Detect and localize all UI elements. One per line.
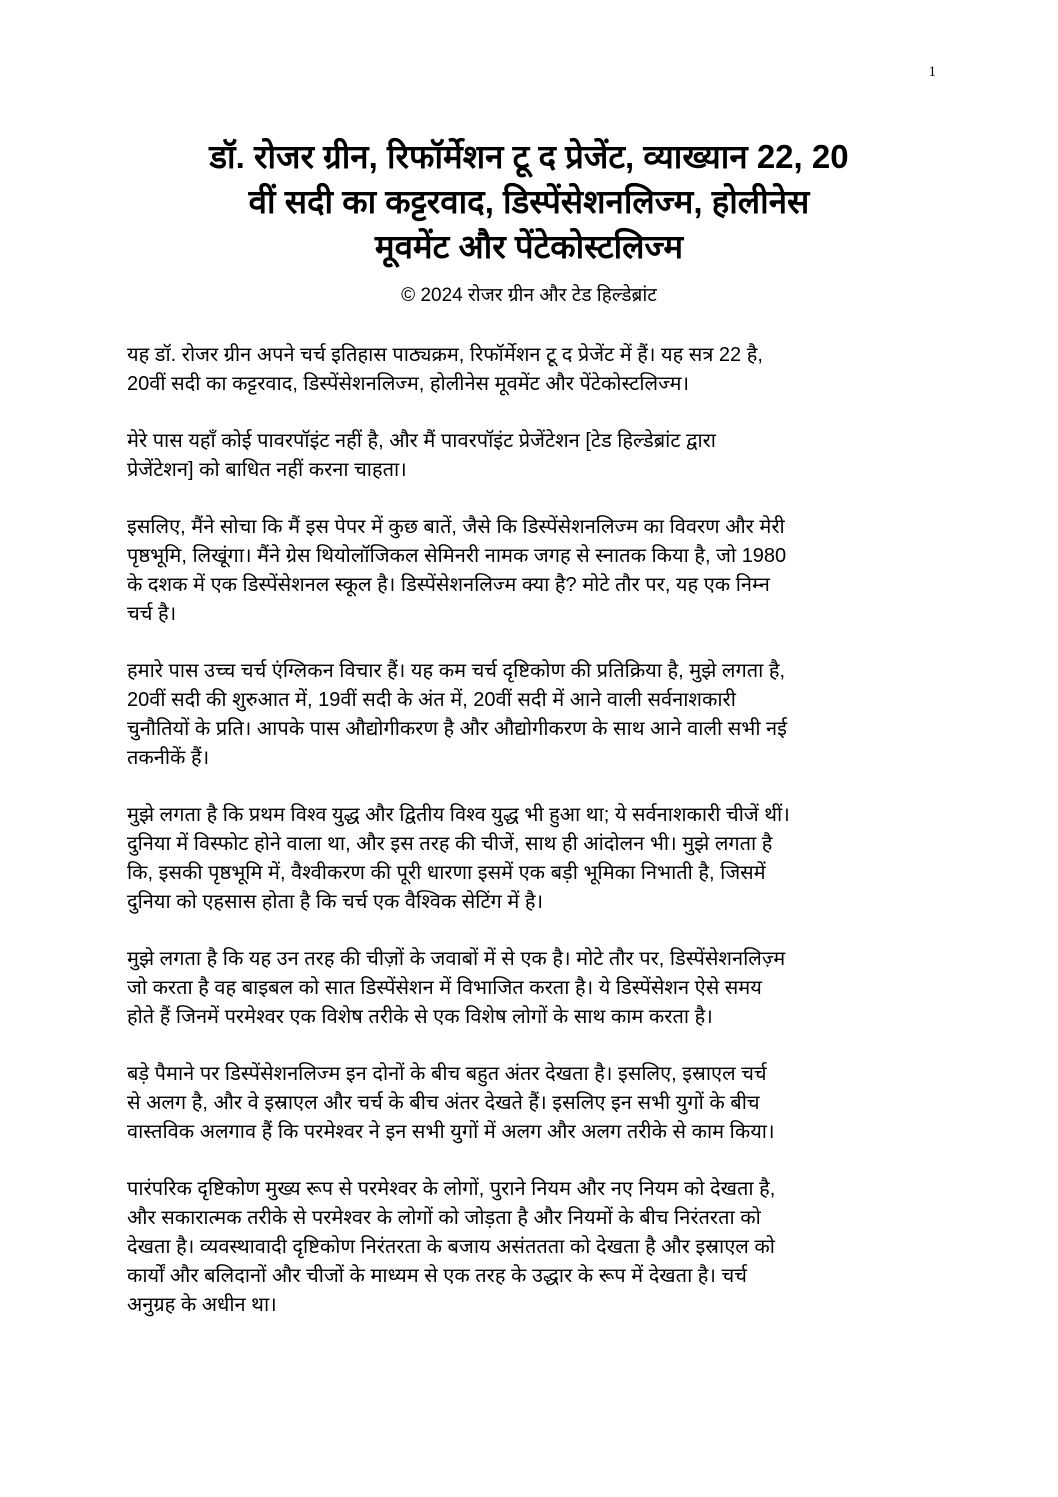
title-line: मूवमेंट और पेंटेकोस्टलिज्म — [374, 228, 684, 265]
paragraph-line: पृष्ठभूमि, लिखूंगा। मैंने ग्रेस थियोलॉजिकल सेमिनरी नामक जगह से स्नातक किया है, जो 1980 — [127, 545, 787, 567]
paragraph — [127, 945, 937, 1032]
paragraph-line: के दशक में एक डिस्पेंसेशनल स्कूल है। डिस्पेंसेशनलिज्म क्या है? मोटे तौर पर, यह एक निम्न — [127, 574, 770, 596]
paragraph-line: तकनीकें हैं। — [127, 747, 210, 769]
paragraph — [127, 1060, 937, 1147]
paragraph-line: जो करता है वह बाइबल को सात डिस्पेंसेशन में विभाजित करता है। ये डिस्पेंसेशन ऐसे समय — [127, 977, 762, 999]
paragraph-line: अनुग्रह के अधीन था। — [127, 1294, 277, 1316]
title-line: वीं सदी का कट्टरवाद, डिस्पेंसेशनलिज्म, होलीनेस — [248, 183, 810, 220]
document-body — [127, 341, 937, 1348]
paragraph-line: प्रेजेंटेशन] को बाधित नहीं करना चाहता। — [127, 459, 407, 481]
paragraph-line: यह डॉ. रोजर ग्रीन अपने चर्च इतिहास पाठ्यक्रम, रिफॉर्मेशन टू द प्रेजेंट में हैं। यह सत्र 22 है, — [127, 344, 763, 366]
paragraph-line: चुनौतियों के प्रति। आपके पास औद्योगीकरण है और औद्योगीकरण के साथ आने वाली सभी नई — [127, 718, 787, 740]
paragraph-line: और सकारात्मक तरीके से परमेश्वर के लोगों को जोड़ता है और नियमों के बीच निरंतरता को — [127, 1207, 761, 1229]
paragraph-line: दुनिया को एहसास होता है कि चर्च एक वैश्विक सेटिंग में है। — [127, 891, 544, 913]
paragraph-line: इसलिए, मैंने सोचा कि मैं इस पेपर में कुछ बातें, जैसे कि डिस्पेंसेशनलिज्म का विवरण और मेरी — [127, 516, 785, 538]
paragraph-line: हमारे पास उच्च चर्च एंग्लिकन विचार हैं। यह कम चर्च दृष्टिकोण की प्रतिक्रिया है, मुझे लगता है, — [127, 660, 786, 682]
paragraph — [127, 513, 937, 629]
page-number: 1 — [928, 64, 936, 80]
paragraph-line: चर्च है। — [127, 603, 177, 625]
paragraph — [127, 341, 937, 399]
paragraph — [127, 801, 937, 917]
paragraph-line: 20वीं सदी का कट्टरवाद, डिस्पेंसेशनलिज्म, होलीनेस मूवमेंट और पेंटेकोस्टलिज्म। — [127, 373, 690, 395]
document-title — [100, 134, 958, 269]
paragraph-line: होते हैं जिनमें परमेश्वर एक विशेष तरीके से एक विशेष लोगों के साथ काम करता है। — [127, 1006, 713, 1028]
paragraph-line: वास्तविक अलगाव हैं कि परमेश्वर ने इन सभी युगों में अलग और अलग तरीके से काम किया। — [127, 1121, 775, 1143]
paragraph-line: पारंपरिक दृष्टिकोण मुख्य रूप से परमेश्वर के लोगों, पुराने नियम और नए नियम को देखता है, — [127, 1178, 776, 1200]
title-line: डॉ. रोजर ग्रीन, रिफॉर्मेशन टू द प्रेजेंट, व्याख्यान 22, 20 — [209, 138, 849, 175]
paragraph — [127, 657, 937, 773]
paragraph-line: दुनिया में विस्फोट होने वाला था, और इस तरह की चीजें, साथ ही आंदोलन भी। मुझे लगता है — [127, 833, 773, 855]
paragraph-line: मुझे लगता है कि यह उन तरह की चीज़ों के जवाबों में से एक है। मोटे तौर पर, डिस्पेंसेशनलिज़्म — [127, 948, 786, 970]
paragraph-line: 20वीं सदी की शुरुआत में, 19वीं सदी के अंत में, 20वीं सदी में आने वाली सर्वनाशकारी — [127, 689, 736, 711]
paragraph-line: देखता है। व्यवस्थावादी दृष्टिकोण निरंतरता के बजाय असंततता को देखता है और इस्राएल को — [127, 1236, 775, 1258]
copyright-notice: © 2024 रोजर ग्रीन और टेड हिल्डेब्रांट — [401, 285, 657, 306]
paragraph — [127, 427, 937, 485]
paragraph-line: बड़े पैमाने पर डिस्पेंसेशनलिज्म इन दोनों के बीच बहुत अंतर देखता है। इसलिए, इस्राएल चर्च — [127, 1063, 767, 1085]
paragraph — [127, 1175, 937, 1320]
paragraph-line: से अलग है, और वे इस्राएल और चर्च के बीच अंतर देखते हैं। इसलिए इन सभी युगों के बीच — [127, 1092, 760, 1114]
paragraph-line: कि, इसकी पृष्ठभूमि में, वैश्वीकरण की पूरी धारणा इसमें एक बड़ी भूमिका निभाती है, जिसमें — [127, 862, 766, 884]
paragraph-line: मुझे लगता है कि प्रथम विश्व युद्ध और द्वितीय विश्व युद्ध भी हुआ था; ये सर्वनाशकारी चीजें थीं। — [127, 804, 790, 826]
paragraph-line: कार्यों और बलिदानों और चीजों के माध्यम से एक तरह के उद्धार के रूप में देखता है। चर्च — [127, 1265, 747, 1287]
paragraph-line: मेरे पास यहाँ कोई पावरपॉइंट नहीं है, और मैं पावरपॉइंट प्रेजेंटेशन [टेड हिल्डेब्रांट द्वारा — [127, 430, 716, 452]
